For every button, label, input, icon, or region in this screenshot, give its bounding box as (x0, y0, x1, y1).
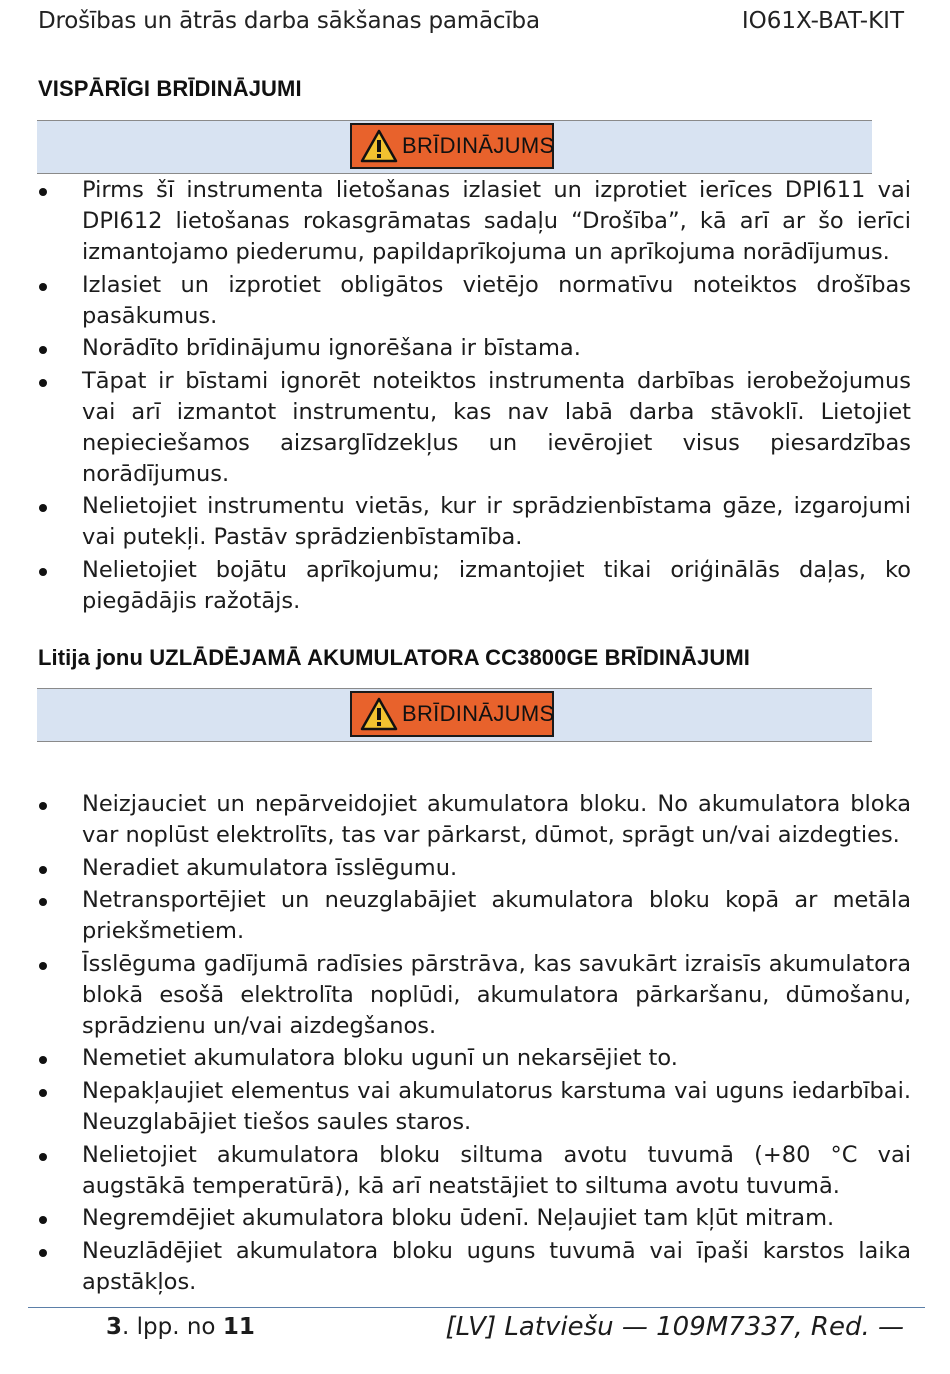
bullet-icon (39, 962, 47, 970)
bullet-icon (39, 802, 47, 810)
warning-badge (350, 691, 554, 737)
list-item: Neuzlādējiet akumulatora bloku uguns tuvumā vai īpaši karstos laika apstākļos. (38, 1236, 911, 1298)
bullet-icon (39, 1089, 47, 1097)
page-total: 11 (222, 1314, 255, 1340)
list-item: Norādīto brīdinājumu ignorēšana ir bīstama. (38, 333, 911, 364)
bullet-icon (39, 1153, 47, 1161)
warning-label: BRĪDINĀJUMS (402, 133, 555, 158)
battery-warnings-list (38, 789, 911, 1299)
bullet-icon (39, 1216, 47, 1224)
page-current: 3 (106, 1314, 123, 1340)
list-item: Nelietojiet bojātu aprīkojumu; izmantojiet tikai oriģinālās daļas, ko piegādājis ražotājs. (38, 555, 911, 617)
list-item: Tāpat ir bīstami ignorēt noteiktos instrumenta darbības ierobežojumus vai arī izmantot instrumentu, kas nav labā darba stāvoklī. Lietojiet nepieciešamos aizsarglīdzekļus un ievērojiet visus piesardzības norādījumus. (38, 366, 911, 490)
list-item: Netransportējiet un neuzglabājiet akumulatora bloku kopā ar metāla priekšmetiem. (38, 885, 911, 947)
warning-band (37, 688, 872, 742)
page-separator: . lpp. no (122, 1314, 223, 1340)
bullet-icon (39, 898, 47, 906)
list-item: Negremdējiet akumulatora bloku ūdenī. Neļaujiet tam kļūt mitram. (38, 1203, 911, 1234)
list-item: Nelietojiet instrumentu vietās, kur ir sprādzienbīstama gāze, izgarojumi vai putekļi. Pastāv sprādzienbīstamība. (38, 491, 911, 553)
page-number (106, 1314, 255, 1340)
bullet-icon (39, 346, 47, 354)
bullet-icon (39, 283, 47, 291)
header-title: Drošības un ātrās darba sākšanas pamācība (38, 8, 540, 34)
section-title-general: VISPĀRĪGI BRĪDINĀJUMI (38, 76, 302, 101)
list-item: Neizjauciet un nepārveidojiet akumulatora bloku. No akumulatora bloka var noplūst elektrolīts, tas var pārkarst, dūmot, sprāgt un/vai aizdegties. (38, 789, 911, 851)
list-item: Nelietojiet akumulatora bloku siltuma avotu tuvumā (+80 °C vai augstākā temperatūrā), kā arī neatstājiet to siltuma avotu tuvumā. (38, 1140, 911, 1202)
general-warnings-list (38, 175, 911, 619)
list-item: Neradiet akumulatora īsslēgumu. (38, 853, 911, 884)
bullet-icon (39, 504, 47, 512)
list-item: Īsslēguma gadījumā radīsies pārstrāva, kas savukārt izraisīs akumulatora blokā esošā elektrolīta noplūdi, akumulatora pārkaršanu, dūmošanu, sprādzienu un/vai aizdegšanos. (38, 949, 911, 1042)
footer-doc-ref: [LV] Latviešu — 109M7337, Red. — (445, 1312, 904, 1342)
list-item: Pirms šī instrumenta lietošanas izlasiet un izprotiet ierīces DPI611 vai DPI612 lietošanas rokasgrāmatas sadaļu “Drošība”, kā arī ar šo ierīci izmantojamo piederumu, papildaprīkojuma un aprīkojuma norādījumus. (38, 175, 911, 268)
list-item: Izlasiet un izprotiet obligātos vietējo normatīvu noteiktos drošības pasākumus. (38, 270, 911, 332)
warning-triangle-icon (360, 697, 398, 731)
bullet-icon (39, 568, 47, 576)
list-item: Nemetiet akumulatora bloku ugunī un nekarsējiet to. (38, 1043, 911, 1074)
list-item: Nepakļaujiet elementus vai akumulatorus karstuma vai uguns iedarbībai. Neuzglabājiet tiešos saules staros. (38, 1076, 911, 1138)
header-doc-code: IO61X-BAT-KIT (741, 8, 904, 34)
bullet-icon (39, 1249, 47, 1257)
warning-band (37, 120, 872, 174)
bullet-icon (39, 188, 47, 196)
warning-label: BRĪDINĀJUMS (402, 701, 555, 726)
section-title-battery: Litija jonu UZLĀDĒJAMĀ AKUMULATORA CC3800GE BRĪDINĀJUMI (38, 645, 750, 670)
warning-triangle-icon (360, 129, 398, 163)
warning-badge (350, 123, 554, 169)
bullet-icon (39, 1056, 47, 1064)
bullet-icon (39, 379, 47, 387)
bullet-icon (39, 866, 47, 874)
footer-divider (28, 1307, 925, 1308)
